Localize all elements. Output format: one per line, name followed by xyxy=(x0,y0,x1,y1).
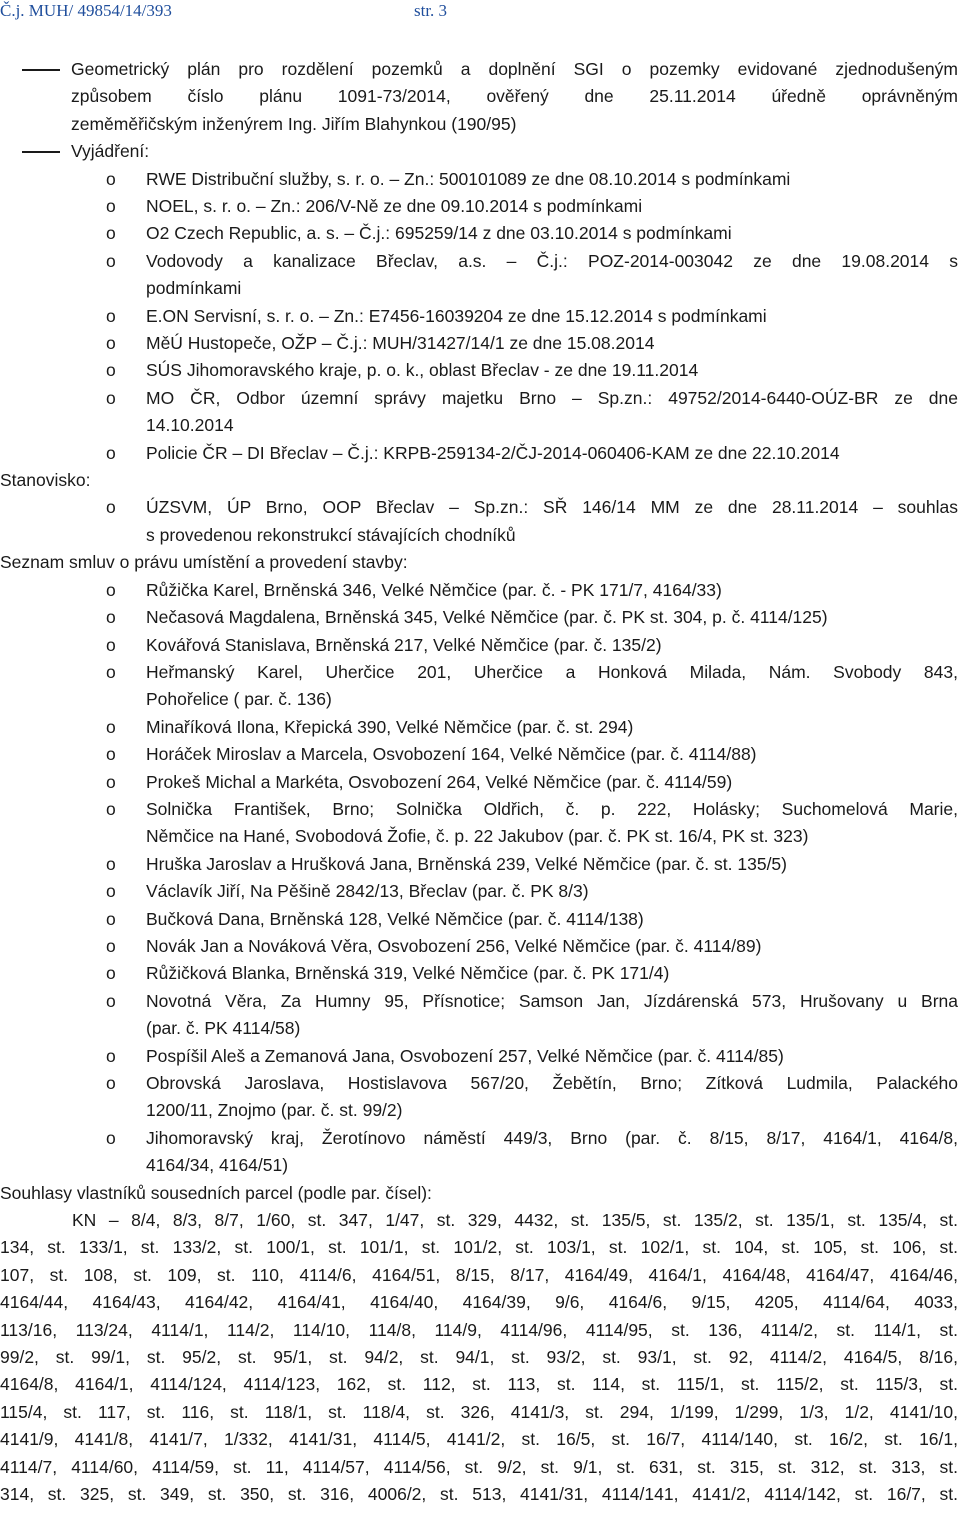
list-item: o SÚS Jihomoravského kraje, p. o. k., oblast Břeclav - ze dne 19.11.2014 xyxy=(0,357,958,384)
list-item: o RWE Distribuční služby, s. r. o. – Zn.: 500101089 ze dne 08.10.2014 s podmínkami xyxy=(0,166,958,193)
parcel-line: 4164/44, 4164/43, 4164/42, 4164/41, 4164/40, 4164/39, 9/6, 4164/6, 9/15, 4205, 4114/64, 4033, xyxy=(0,1292,958,1313)
list-item: o Solnička František, Brno; Solnička Oldřich, č. p. 222, Holásky; Suchomelová Marie, xyxy=(0,796,958,823)
list-item: o NOEL, s. r. o. – Zn.: 206/V-Ně ze dne 09.10.2014 s podmínkami xyxy=(0,193,958,220)
list-item: o Prokeš Michal a Markéta, Osvobození 264, Velké Němčice (par. č. 4114/59) xyxy=(0,769,958,796)
dash-item-continuation: zeměměřičským inženýrem Ing. Jiřím Blahynkou (190/95) xyxy=(71,113,517,134)
list-item: o Hruška Jaroslav a Hrušková Jana, Brněnská 239, Velké Němčice (par. č. st. 135/5) xyxy=(0,851,958,878)
section-souhlasy: Souhlasy vlastníků sousedních parcel (podle par. čísel): xyxy=(0,1182,432,1203)
list-item-continuation: Němčice na Hané, Svobodová Žofie, č. p. 22 Jakubov (par. č. PK st. 16/4, PK st. 323) xyxy=(146,826,809,847)
section-stanovisko: Stanovisko: xyxy=(0,470,91,491)
section-vyjadreni: Vyjádření: xyxy=(0,138,958,165)
list-item: o Vodovody a kanalizace Břeclav, a.s. – Č.j.: POZ-2014-003042 ze dne 19.08.2014 s xyxy=(0,248,958,275)
section-smlouvy: Seznam smluv o právu umístění a provedení stavby: xyxy=(0,552,408,573)
parcel-line: 4141/9, 4141/8, 4141/7, 1/332, 4141/31, 4114/5, 4141/2, st. 16/5, st. 16/7, 4114/140, st. 16/2, st. 16/1, xyxy=(0,1429,958,1450)
parcel-line: 107, st. 108, st. 109, st. 110, 4114/6, 4164/51, 8/15, 8/17, 4164/49, 4164/1, 4164/48, 4164/47, 4164/46, xyxy=(0,1264,958,1285)
list-item: o Kovářová Stanislava, Brněnská 217, Velké Němčice (par. č. 135/2) xyxy=(0,632,958,659)
dash-item-continuation: způsobem číslo plánu 1091-73/2014, ověřený dne 25.11.2014 úředně oprávněným xyxy=(71,86,958,107)
list-item: o MO ČR, Odbor územní správy majetku Brno – Sp.zn.: 49752/2014-6440-OÚZ-BR ze dne xyxy=(0,385,958,412)
list-item: o Růžičková Blanka, Brněnská 319, Velké Němčice (par. č. PK 171/4) xyxy=(0,960,958,987)
list-item: o Václavík Jiří, Na Pěšině 2842/13, Břeclav (par. č. PK 8/3) xyxy=(0,878,958,905)
parcel-line: 99/2, st. 99/1, st. 95/2, st. 95/1, st. 94/2, st. 94/1, st. 93/2, st. 93/1, st. 92, 4114/2, 4164/5, 8/16, xyxy=(0,1347,958,1368)
document-reference: Č.j. MUH/ 49854/14/393 xyxy=(0,1,172,20)
parcel-line: 4164/8, 4164/1, 4114/124, 4114/123, 162, st. 112, st. 113, st. 114, st. 115/1, st. 115/2, st. 115/3, st. xyxy=(0,1374,958,1395)
list-item: o MěÚ Hustopeče, OŽP – Č.j.: MUH/31427/14/1 ze dne 15.08.2014 xyxy=(0,330,958,357)
parcel-line: KN – 8/4, 8/3, 8/7, 1/60, st. 347, 1/47, st. 329, 4432, st. 135/5, st. 135/2, st. 135/1, st. 135/4, st. xyxy=(72,1210,958,1231)
list-item: o Pospíšil Aleš a Zemanová Jana, Osvobození 257, Velké Němčice (par. č. 4114/85) xyxy=(0,1043,958,1070)
list-item: o Bučková Dana, Brněnská 128, Velké Němčice (par. č. 4114/138) xyxy=(0,906,958,933)
list-item-continuation: Pohořelice ( par. č. 136) xyxy=(146,689,332,710)
list-item: o Obrovská Jaroslava, Hostislavova 567/20, Žebětín, Brno; Zítková Ludmila, Palackého xyxy=(0,1070,958,1097)
list-item: o Jihomoravský kraj, Žerotínovo náměstí 449/3, Brno (par. č. 8/15, 8/17, 4164/1, 4164/8, xyxy=(0,1125,958,1152)
list-item: o Novák Jan a Nováková Věra, Osvobození 256, Velké Němčice (par. č. 4114/89) xyxy=(0,933,958,960)
document-body xyxy=(0,56,958,1509)
list-item: o Policie ČR – DI Břeclav – Č.j.: KRPB-259134-2/ČJ-2014-060406-KAM ze dne 22.10.2014 xyxy=(0,440,958,467)
list-item-continuation: 1200/11, Znojmo (par. č. st. 99/2) xyxy=(146,1100,403,1121)
list-item-continuation: s provedenou rekonstrukcí stávajících chodníků xyxy=(146,524,516,545)
parcel-line: 4114/7, 4114/60, 4114/59, st. 11, 4114/57, 4114/56, st. 9/2, st. 9/1, st. 631, st. 315, st. 312, st. 313, st. xyxy=(0,1456,958,1477)
page-header xyxy=(0,0,960,22)
parcel-line: 115/4, st. 117, st. 116, st. 118/1, st. 118/4, st. 326, 4141/3, st. 294, 1/199, 1/299, 1/3, 1/2, 4141/10, xyxy=(0,1401,958,1422)
list-item-continuation: 14.10.2014 xyxy=(146,415,234,436)
stanovisko-row xyxy=(0,467,958,494)
list-item: o O2 Czech Republic, a. s. – Č.j.: 695259/14 z dne 03.10.2014 s podmínkami xyxy=(0,220,958,247)
list-item: o Nečasová Magdalena, Brněnská 345, Velké Němčice (par. č. PK st. 304, p. č. 4114/125) xyxy=(0,604,958,631)
list-item: o Heřmanský Karel, Uherčice 201, Uherčice a Honková Milada, Nám. Svobody 843, xyxy=(0,659,958,686)
list-item: o Minaříková Ilona, Křepická 390, Velké Němčice (par. č. st. 294) xyxy=(0,714,958,741)
list-item-continuation: 4164/34, 4164/51) xyxy=(146,1155,289,1176)
list-item: o ÚZSVM, ÚP Brno, OOP Břeclav – Sp.zn.: SŘ 146/14 MM ze dne 28.11.2014 – souhlas xyxy=(0,494,958,521)
dash-item-geometric-plan: Geometrický plán pro rozdělení pozemků a doplnění SGI o pozemky evidované zjednodušeným xyxy=(0,56,958,83)
list-item-continuation: (par. č. PK 4114/58) xyxy=(146,1018,301,1039)
parcel-line: 113/16, 113/24, 4114/1, 114/2, 114/10, 114/8, 114/9, 4114/96, 4114/95, st. 136, 4114/2, st. 114/1, st. xyxy=(0,1319,958,1340)
parcel-line: 134, st. 133/1, st. 133/2, st. 100/1, st. 101/1, st. 101/2, st. 103/1, st. 102/1, st. 104, st. 105, st. 106, st. xyxy=(0,1237,958,1258)
page-number: str. 3 xyxy=(414,1,448,20)
list-item: o E.ON Servisní, s. r. o. – Zn.: E7456-16039204 ze dne 15.12.2014 s podmínkami xyxy=(0,303,958,330)
list-item: o Novotná Věra, Za Humny 95, Přísnotice; Samson Jan, Jízdárenská 573, Hrušovany u Brna xyxy=(0,988,958,1015)
list-item: o Růžička Karel, Brněnská 346, Velké Němčice (par. č. - PK 171/7, 4164/33) xyxy=(0,577,958,604)
list-item: o Horáček Miroslav a Marcela, Osvobození 164, Velké Němčice (par. č. 4114/88) xyxy=(0,741,958,768)
list-item-continuation: podmínkami xyxy=(146,278,242,299)
parcel-line: 314, st. 325, st. 349, st. 350, st. 316, 4006/2, st. 513, 4141/31, 4114/141, 4141/2, 4114/142, st. 16/7, st. xyxy=(0,1484,958,1505)
